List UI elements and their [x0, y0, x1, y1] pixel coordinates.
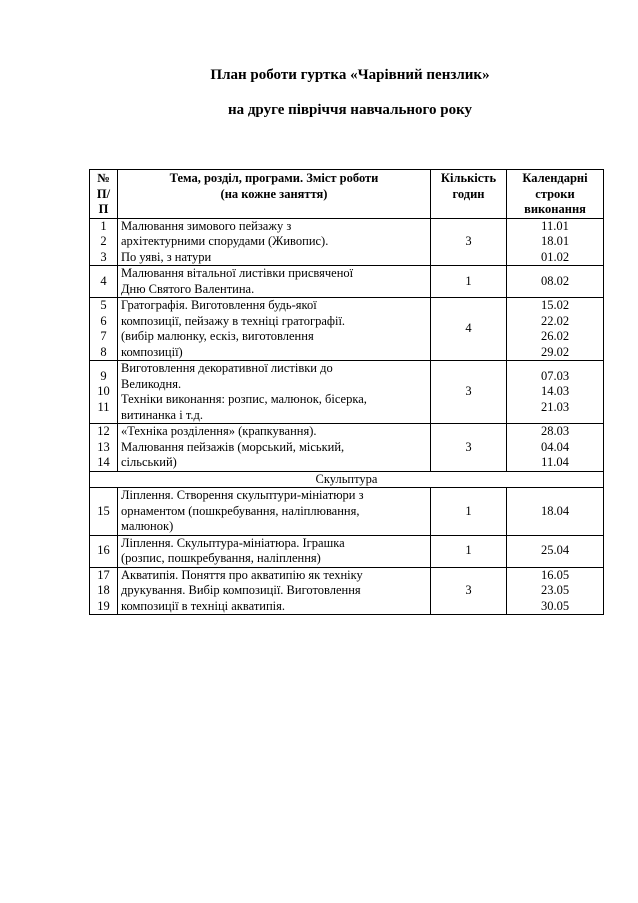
- row-nums: 9 10 11: [90, 361, 118, 424]
- header-dates: Календарні строки виконання: [507, 170, 604, 219]
- row-dates: 18.04: [507, 488, 604, 536]
- table-row: [90, 298, 604, 361]
- row-nums: 15: [90, 488, 118, 536]
- row-hours: 3: [431, 361, 507, 424]
- row-dates: 11.01 18.01 01.02: [507, 218, 604, 266]
- row-topic: Малювання вітальної листівки присвяченої Дню Святого Валентина.: [118, 266, 431, 298]
- row-nums: 12 13 14: [90, 424, 118, 472]
- row-dates: 28.03 04.04 11.04: [507, 424, 604, 472]
- section-row: [90, 471, 604, 488]
- row-hours: 4: [431, 298, 507, 361]
- table-row: [90, 535, 604, 567]
- row-topic: Ліплення. Створення скульптури-мініатюри з орнаментом (пошкребування, наліплювання, малюнок): [118, 488, 431, 536]
- row-nums: 5 6 7 8: [90, 298, 118, 361]
- row-dates: 16.05 23.05 30.05: [507, 567, 604, 615]
- row-dates: 15.02 22.02 26.02 29.02: [507, 298, 604, 361]
- row-nums: 4: [90, 266, 118, 298]
- row-dates: 25.04: [507, 535, 604, 567]
- row-hours: 3: [431, 567, 507, 615]
- row-dates: 08.02: [507, 266, 604, 298]
- table-row: [90, 567, 604, 615]
- row-topic: Гратографія. Виготовлення будь-якої композиції, пейзажу в техніці гратографії. (вибір малюнку, ескіз, виготовлення композиції): [118, 298, 431, 361]
- row-topic: Виготовлення декоративної листівки до Великодня. Техніки виконання: розпис, малюнок, бісерка, витинанка і т.д.: [118, 361, 431, 424]
- table-header-row: [90, 170, 604, 219]
- row-topic: Малювання зимового пейзажу з архітектурними спорудами (Живопис). По уяві, з натури: [118, 218, 431, 266]
- row-hours: 1: [431, 266, 507, 298]
- document-subtitle: на друге півріччя навчального року: [227, 102, 473, 118]
- plan-table: [89, 169, 604, 615]
- header-num: № П/П: [90, 170, 118, 219]
- table-row: [90, 488, 604, 536]
- table-row: [90, 424, 604, 472]
- row-hours: 1: [431, 488, 507, 536]
- row-nums: 1 2 3: [90, 218, 118, 266]
- document-title: План роботи гуртка «Чарівний пензлик»: [210, 67, 490, 83]
- header-hours: Кількість годин: [431, 170, 507, 219]
- row-topic: Акватипія. Поняття про акватипію як техніку друкування. Вибір композиції. Виготовлення композиції в техніці акватипія.: [118, 567, 431, 615]
- table-row: [90, 361, 604, 424]
- row-topic: Ліплення. Скульптура-мініатюра. Іграшка (розпис, пошкребування, наліплення): [118, 535, 431, 567]
- row-nums: 17 18 19: [90, 567, 118, 615]
- table-row: [90, 218, 604, 266]
- header-topic: Тема, розділ, програми. Зміст роботи (на кожне заняття): [118, 170, 431, 219]
- row-dates: 07.03 14.03 21.03: [507, 361, 604, 424]
- row-nums: 16: [90, 535, 118, 567]
- section-sculpture: Скульптура: [90, 471, 604, 488]
- row-hours: 3: [431, 218, 507, 266]
- row-hours: 1: [431, 535, 507, 567]
- row-topic: «Техніка розділення» (крапкування). Малювання пейзажів (морський, міський, сільський): [118, 424, 431, 472]
- row-hours: 3: [431, 424, 507, 472]
- table-row: [90, 266, 604, 298]
